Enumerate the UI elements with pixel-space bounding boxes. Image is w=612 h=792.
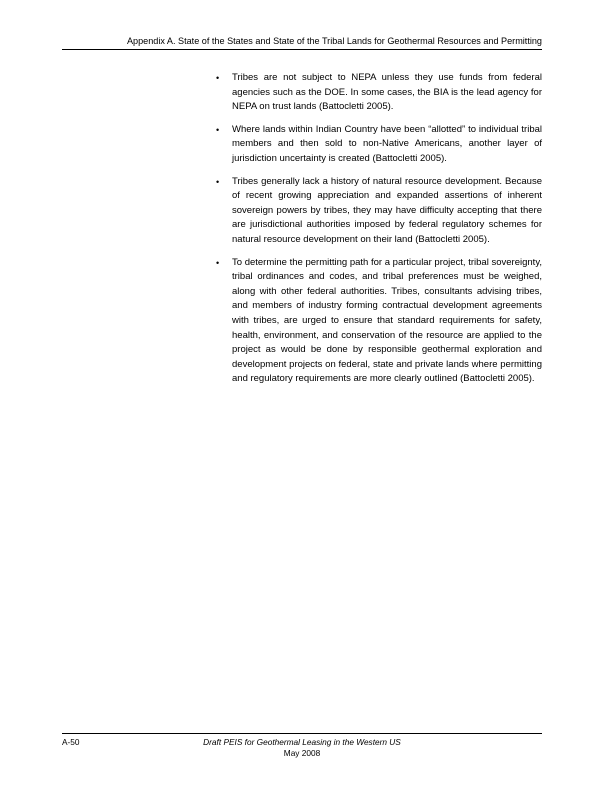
bullet-icon: • [216,124,220,135]
bullet-icon: • [216,176,220,187]
bullet-text: Where lands within Indian Country have been “allotted” to individual tribal members and then sold to non-Native Americans, another layer of jurisdiction uncertainty is created (Battocletti 2005). [232,123,542,164]
bullet-text: Tribes generally lack a history of natural resource development. Because of recent growing appreciation and expanded assertions of inherent sovereign powers by tribes, they may have difficulty accepting that there are jurisdictional authorities imposed by federal regulatory schemes for natural resource development on their land (Battocletti 2005). [232,175,542,245]
footer-doc-title: Draft PEIS for Geothermal Leasing in the Western US [203,737,401,747]
footer-date: May 2008 [283,748,321,758]
bullet-list [216,71,542,395]
list-item [216,123,542,167]
header-divider [62,49,542,50]
bullet-text: To determine the permitting path for a particular project, tribal sovereignty, tribal ordinances and codes, and tribal preferences must be weighed, along with other federal authorities. Tribes, consultants advising tribes, and members of industry forming contractual development agreements with tribes, are urged to ensure that standard requirements for safety, health, environment, and conservation of the resource are applied to the project as would be done by responsible geothermal exploration and development projects on federal, state and private lands where permitting and regulatory requirements are more clearly outlined (Battocletti 2005). [232,256,542,385]
list-item [216,256,542,387]
running-header: Appendix A. State of the States and State of the Tribal Lands for Geothermal Resources and Permitting [126,36,542,46]
list-item [216,175,542,248]
page-number: A-50 [62,737,80,747]
bullet-icon: • [216,257,220,268]
footer-divider [62,733,542,734]
bullet-icon: • [216,73,220,83]
list-item [216,71,542,115]
bullet-text: Tribes are not subject to NEPA unless they use funds from federal agencies such as the DOE. In some cases, the BIA is the lead agency for NEPA on trust lands (Battocletti 2005). [232,72,542,113]
